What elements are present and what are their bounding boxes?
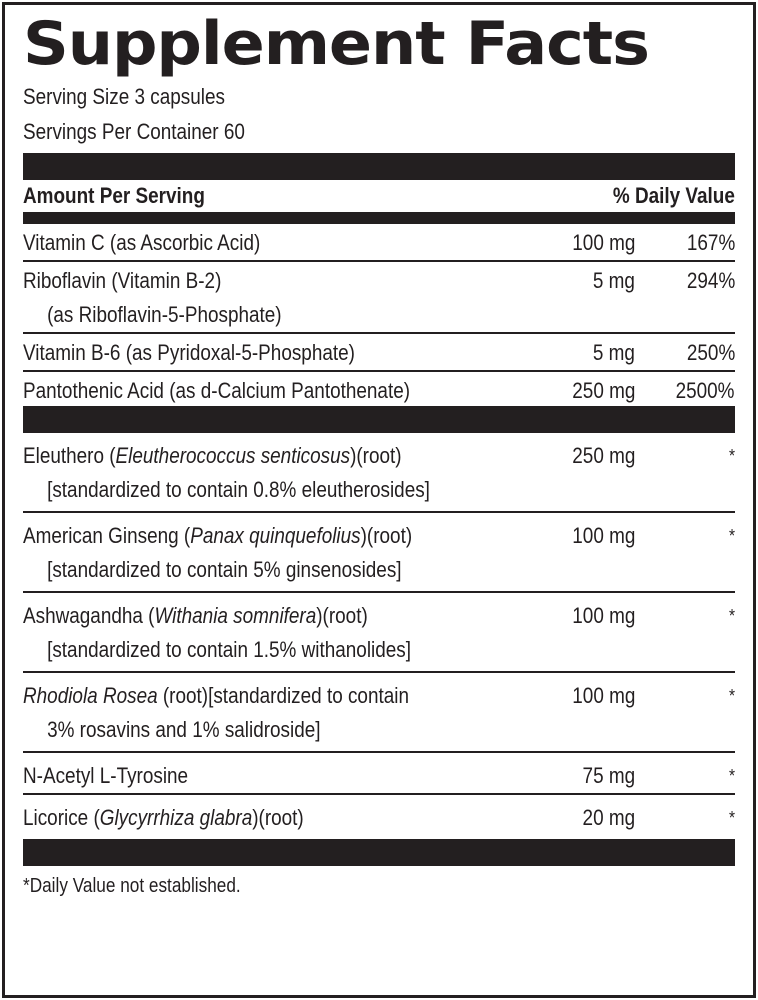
- nutrient-daily-value: *: [728, 606, 735, 626]
- nutrient-source: (as Riboflavin-5-Phosphate): [47, 302, 282, 327]
- nutrient-amount: 75 mg: [582, 763, 635, 788]
- footnote: *Daily Value not established.: [23, 875, 241, 897]
- nutrient-name: Vitamin C (as Ascorbic Acid): [23, 230, 261, 255]
- column-header-row: [23, 180, 735, 224]
- panel-title: Supplement Facts: [23, 9, 649, 79]
- divider-bar-bottom: [23, 839, 735, 866]
- nutrient-amount: 250 mg: [571, 443, 635, 468]
- divider-bar-middle: [23, 406, 735, 433]
- nutrient-standardization: 3% rosavins and 1% salidroside]: [47, 717, 321, 742]
- nutrient-daily-value: 167%: [686, 230, 735, 255]
- servings-per-container: Servings Per Container 60: [23, 119, 245, 144]
- nutrient-standardization: [standardized to contain 1.5% withanolides]: [47, 637, 411, 662]
- nutrient-amount: 100 mg: [571, 683, 635, 708]
- nutrient-name: Riboflavin (Vitamin B-2): [23, 268, 222, 293]
- daily-value-header: % Daily Value: [613, 183, 735, 208]
- nutrient-daily-value: *: [728, 766, 735, 786]
- nutrient-row-n-acetyl-l-tyrosine: [23, 753, 735, 795]
- nutrient-standardization: [standardized to contain 5% ginsenosides]: [47, 557, 402, 582]
- nutrient-amount: 100 mg: [571, 523, 635, 548]
- supplement-facts-panel: [2, 2, 756, 998]
- nutrient-row-eleuthero: [23, 433, 735, 513]
- amount-per-serving-header: Amount Per Serving: [23, 183, 205, 208]
- nutrient-name: Rhodiola Rosea (root)[standardized to contain: [23, 683, 409, 708]
- serving-size: Serving Size 3 capsules: [23, 84, 225, 109]
- nutrient-name: American Ginseng (Panax quinquefolius)(root): [23, 523, 413, 548]
- nutrient-amount: 5 mg: [592, 268, 635, 293]
- nutrient-row-rhodiola-rosea: [23, 673, 735, 753]
- nutrient-row-licorice: [23, 795, 735, 835]
- nutrient-daily-value: *: [728, 808, 735, 828]
- nutrient-standardization: [standardized to contain 0.8% eleutherosides]: [47, 477, 430, 502]
- nutrient-row-ashwagandha: [23, 593, 735, 673]
- nutrient-daily-value: 250%: [686, 340, 735, 365]
- nutrient-row-vitamin-c: [23, 224, 735, 262]
- nutrient-row-american-ginseng: [23, 513, 735, 593]
- nutrient-row-vitamin-b6: [23, 334, 735, 372]
- nutrient-daily-value: *: [728, 446, 735, 466]
- nutrient-daily-value: *: [728, 686, 735, 706]
- nutrient-amount: 250 mg: [571, 378, 635, 403]
- nutrient-amount: 5 mg: [592, 340, 635, 365]
- nutrient-name: N-Acetyl L-Tyrosine: [23, 763, 189, 788]
- nutrient-name: Vitamin B-6 (as Pyridoxal-5-Phosphate): [23, 340, 355, 365]
- nutrient-name: Pantothenic Acid (as d-Calcium Pantothenate): [23, 378, 411, 403]
- nutrient-daily-value: 2500%: [676, 378, 735, 403]
- nutrient-row-riboflavin: [23, 262, 735, 334]
- nutrient-daily-value: *: [728, 526, 735, 546]
- nutrient-amount: 100 mg: [571, 603, 635, 628]
- nutrient-amount: 100 mg: [571, 230, 635, 255]
- nutrient-amount: 20 mg: [582, 805, 635, 830]
- nutrient-name: Eleuthero (Eleutherococcus senticosus)(root): [23, 443, 402, 468]
- nutrient-row-pantothenic-acid: [23, 372, 735, 408]
- divider-bar-top: [23, 153, 735, 180]
- nutrient-name: Licorice (Glycyrrhiza glabra)(root): [23, 805, 304, 830]
- nutrient-name: Ashwagandha (Withania somnifera)(root): [23, 603, 368, 628]
- nutrient-daily-value: 294%: [686, 268, 735, 293]
